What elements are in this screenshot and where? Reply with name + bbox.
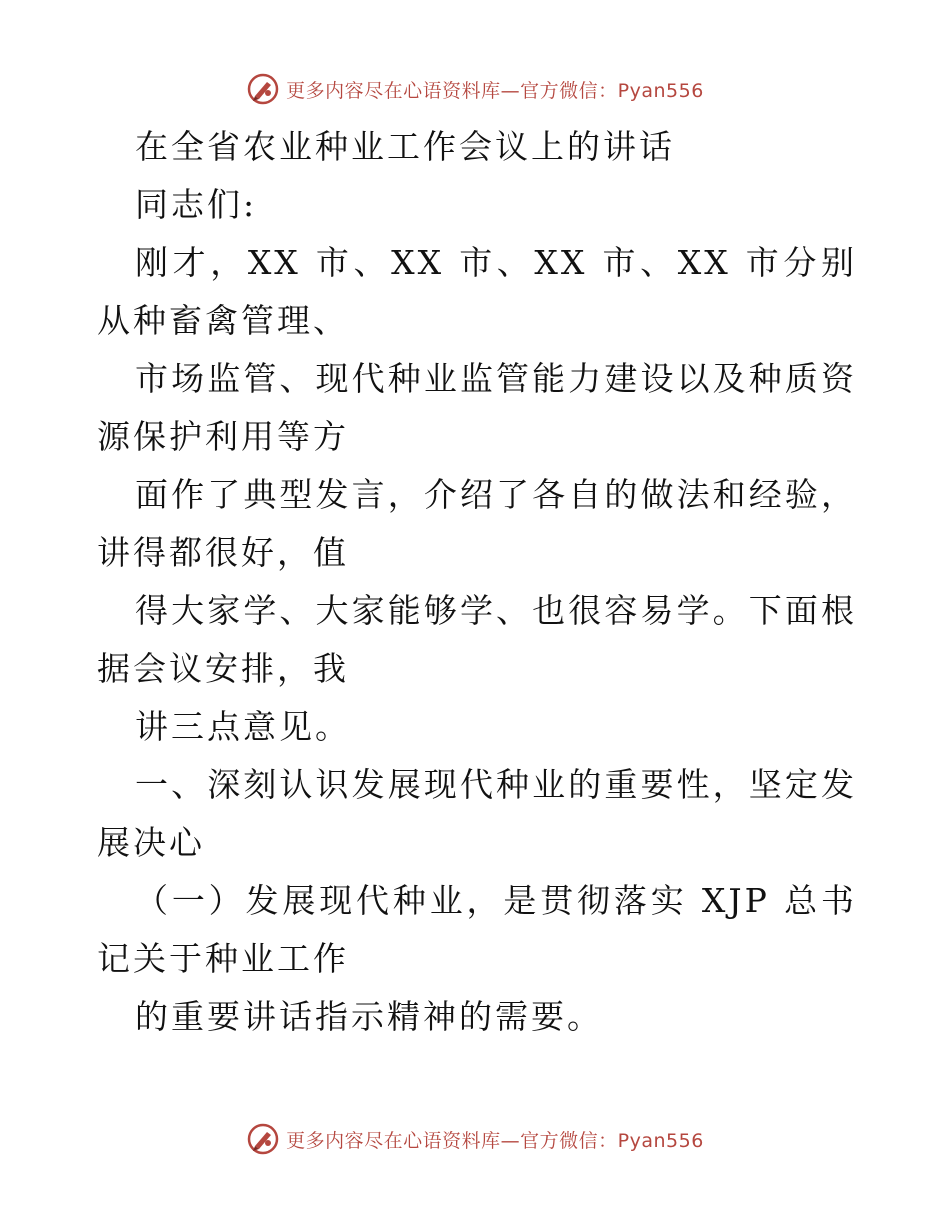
paragraph-salutation: 同志们: xyxy=(135,185,258,224)
pen-logo-icon xyxy=(246,72,280,106)
subsection-heading: （一）发展现代种业，是贯彻落实 XJP 总书记关于种业工作 xyxy=(97,881,857,978)
document-title: 在全省农业种业工作会议上的讲话 xyxy=(135,127,675,166)
document-body xyxy=(97,118,857,1046)
footer-watermark xyxy=(0,1122,950,1156)
pen-logo-icon xyxy=(246,1122,280,1156)
watermark-text: 更多内容尽在心语资料库—官方微信：Pyan556 xyxy=(286,1129,704,1152)
watermark-text: 更多内容尽在心语资料库—官方微信：Pyan556 xyxy=(286,79,704,102)
paragraph-line: 的重要讲话指示精神的需要。 xyxy=(135,997,603,1036)
header-watermark xyxy=(0,72,950,106)
paragraph-line: 得大家学、大家能够学、也很容易学。下面根据会议安排，我 xyxy=(97,591,857,688)
paragraph-line: 刚才，XX 市、XX 市、XX 市、XX 市分别从种畜禽管理、 xyxy=(97,243,857,340)
paragraph-line: 面作了典型发言，介绍了各自的做法和经验，讲得都很好，值 xyxy=(97,475,857,572)
paragraph-line: 市场监管、现代种业监管能力建设以及种质资源保护利用等方 xyxy=(97,359,857,456)
section-heading: 一、深刻认识发展现代种业的重要性，坚定发展决心 xyxy=(97,765,857,862)
paragraph-line: 讲三点意见。 xyxy=(135,707,351,746)
